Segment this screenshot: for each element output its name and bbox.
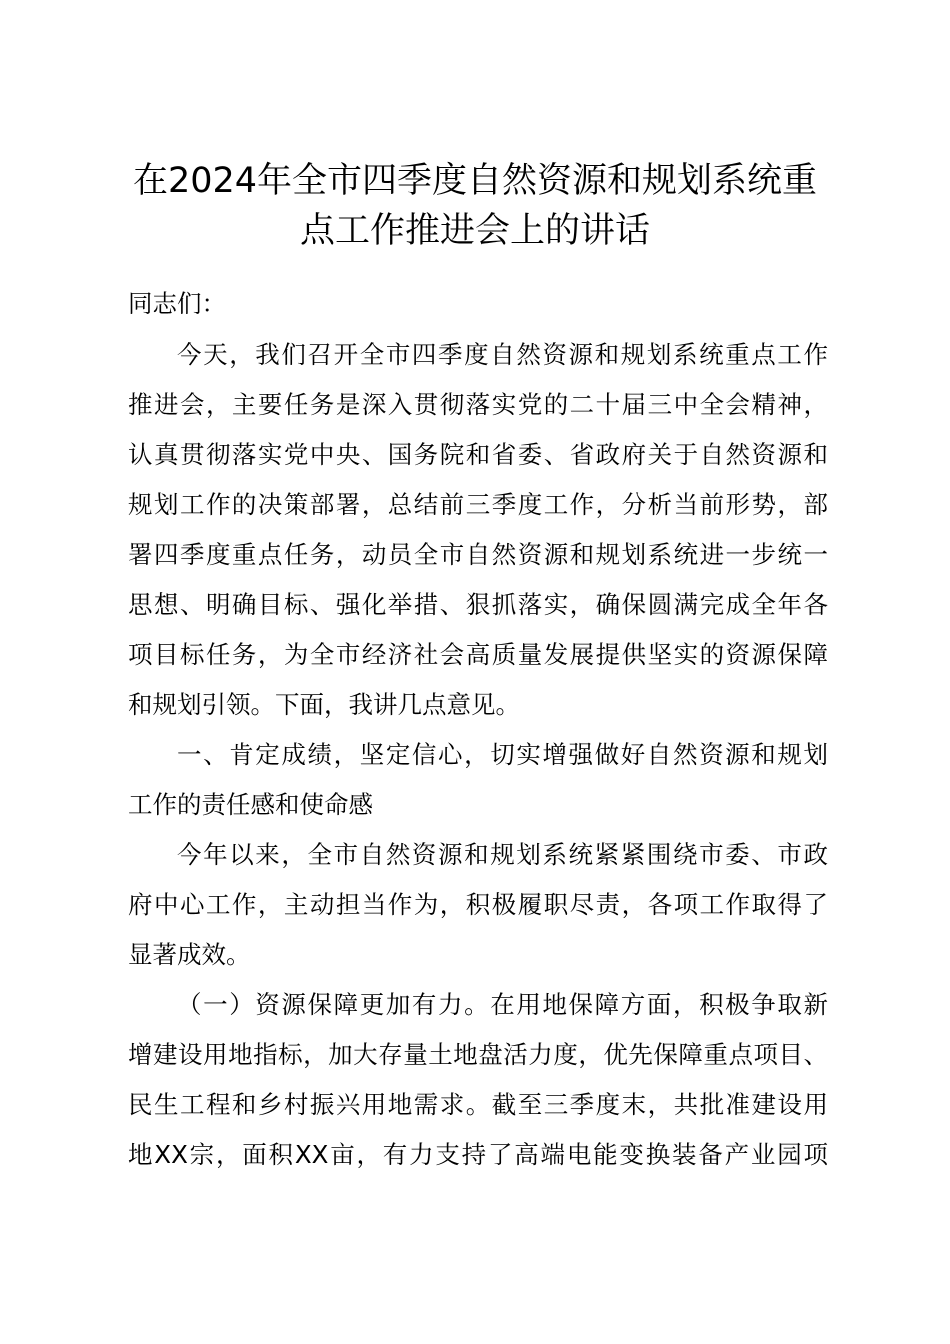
paragraph-3-line: 民生工程和乡村振兴用地需求。截至三季度末，共批准建设用 [128, 1090, 828, 1119]
paragraph-1-line: 和规划引领。下面，我讲几点意见。 [128, 690, 520, 719]
paragraph-3-line: （一）资源保障更加有力。在用地保障方面，积极争取新 [177, 990, 828, 1019]
paragraph-1-line: 项目标任务，为全市经济社会高质量发展提供坚实的资源保障 [128, 640, 828, 669]
paragraph-2-line: 府中心工作，主动担当作为，积极履职尽责，各项工作取得了 [128, 890, 828, 919]
document-title-line-2: 点工作推进会上的讲话 [299, 211, 650, 251]
section-heading-line: 工作的责任感和使命感 [128, 790, 373, 819]
salutation: 同志们： [128, 289, 226, 318]
paragraph-1-line: 今天，我们召开全市四季度自然资源和规划系统重点工作 [177, 340, 828, 369]
document-title-line-1: 在2024年全市四季度自然资源和规划系统重 [132, 161, 818, 201]
paragraph-1-line: 思想、明确目标、强化举措、狠抓落实，确保圆满完成全年各 [128, 590, 828, 619]
paragraph-3-line: 增建设用地指标，加大存量土地盘活力度，优先保障重点项目、 [128, 1040, 828, 1069]
paragraph-1-line: 署四季度重点任务，动员全市自然资源和规划系统进一步统一 [128, 540, 828, 569]
paragraph-1-line: 推进会，主要任务是深入贯彻落实党的二十届三中全会精神， [128, 390, 828, 419]
paragraph-3-line: 地XX宗，面积XX亩，有力支持了高端电能变换装备产业园项 [128, 1140, 828, 1169]
paragraph-2-line: 显著成效。 [128, 940, 251, 969]
paragraph-1-line: 认真贯彻落实党中央、国务院和省委、省政府关于自然资源和 [128, 440, 828, 469]
section-heading-line: 一、肯定成绩，坚定信心，切实增强做好自然资源和规划 [177, 740, 828, 769]
paragraph-1-line: 规划工作的决策部署，总结前三季度工作，分析当前形势，部 [128, 490, 828, 519]
paragraph-2-line: 今年以来，全市自然资源和规划系统紧紧围绕市委、市政 [177, 840, 828, 869]
